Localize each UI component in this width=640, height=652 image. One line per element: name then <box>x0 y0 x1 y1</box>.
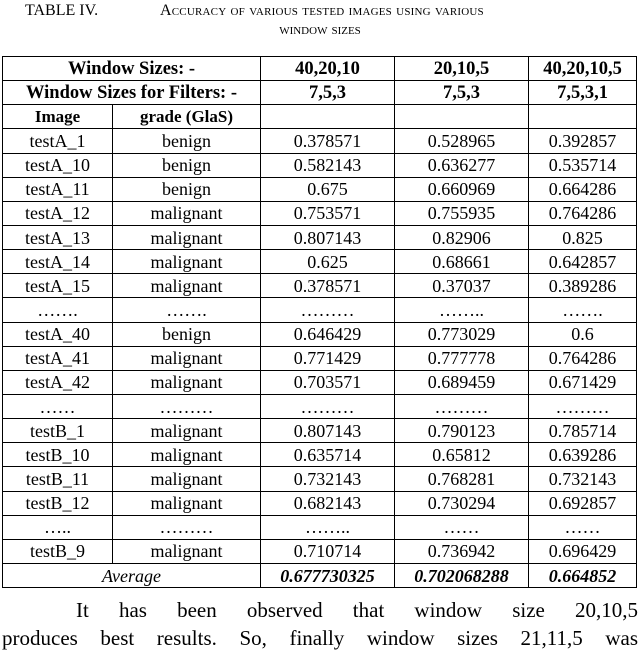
grade-cell: ……… <box>113 394 261 418</box>
col-grade-header: grade (GlaS) <box>113 105 261 129</box>
average-row <box>3 563 637 587</box>
accuracy-cell-2: 0.689459 <box>395 370 529 394</box>
accuracy-cell-1: 0.625 <box>261 250 395 274</box>
window-size-2: 20,10,5 <box>395 57 529 81</box>
accuracy-cell-3: ……. <box>529 298 637 322</box>
grade-cell: malignant <box>113 443 261 467</box>
accuracy-cell-1: 0.807143 <box>261 225 395 249</box>
accuracy-cell-2: 0.68661 <box>395 250 529 274</box>
accuracy-cell-3: 0.389286 <box>529 274 637 298</box>
grade-cell: malignant <box>113 274 261 298</box>
accuracy-cell-3: 0.392857 <box>529 129 637 153</box>
accuracy-cell-2: 0.736942 <box>395 539 529 563</box>
table-row <box>3 515 637 539</box>
image-cell: testA_11 <box>3 177 113 201</box>
image-cell: testB_9 <box>3 539 113 563</box>
grade-cell: malignant <box>113 225 261 249</box>
filter-sizes-label: Window Sizes for Filters: - <box>3 81 261 105</box>
column-header-row <box>3 105 637 129</box>
accuracy-cell-1: …….. <box>261 515 395 539</box>
window-sizes-label: Window Sizes: - <box>3 57 261 81</box>
accuracy-cell-1: 0.378571 <box>261 129 395 153</box>
table-title-line2: window sizes <box>279 21 361 38</box>
accuracy-cell-2: ……… <box>395 394 529 418</box>
table-row <box>3 370 637 394</box>
image-cell: testB_11 <box>3 467 113 491</box>
accuracy-cell-2: 0.730294 <box>395 491 529 515</box>
accuracy-cell-3: 0.6 <box>529 322 637 346</box>
filter-sizes-row <box>3 81 637 105</box>
table-label: TABLE IV. <box>25 2 99 19</box>
accuracy-cell-2: …… <box>395 515 529 539</box>
image-cell: testA_14 <box>3 250 113 274</box>
window-sizes-row <box>3 57 637 81</box>
accuracy-cell-2: …….. <box>395 298 529 322</box>
accuracy-cell-2: 0.773029 <box>395 322 529 346</box>
table-row <box>3 322 637 346</box>
image-cell: testA_15 <box>3 274 113 298</box>
grade-cell: malignant <box>113 419 261 443</box>
table-row <box>3 539 637 563</box>
image-cell: testB_12 <box>3 491 113 515</box>
image-cell: testB_10 <box>3 443 113 467</box>
table-row <box>3 274 637 298</box>
table-row <box>3 419 637 443</box>
accuracy-cell-2: 0.660969 <box>395 177 529 201</box>
grade-cell: malignant <box>113 346 261 370</box>
image-cell: testA_10 <box>3 153 113 177</box>
table-row <box>3 129 637 153</box>
table-title: Accuracy of various tested images using various <box>160 2 484 19</box>
image-cell: testA_1 <box>3 129 113 153</box>
accuracy-cell-3: 0.671429 <box>529 370 637 394</box>
accuracy-cell-3: 0.785714 <box>529 419 637 443</box>
table-row <box>3 298 637 322</box>
filter-size-2: 7,5,3 <box>395 81 529 105</box>
accuracy-cell-1: ……… <box>261 394 395 418</box>
filter-size-1: 7,5,3 <box>261 81 395 105</box>
grade-cell: benign <box>113 129 261 153</box>
average-value-2: 0.702068288 <box>395 563 529 587</box>
image-cell: testA_12 <box>3 201 113 225</box>
table-row <box>3 394 637 418</box>
accuracy-cell-3: 0.764286 <box>529 201 637 225</box>
image-cell: testA_13 <box>3 225 113 249</box>
accuracy-cell-3: 0.664286 <box>529 177 637 201</box>
table-row <box>3 201 637 225</box>
accuracy-cell-1: 0.703571 <box>261 370 395 394</box>
accuracy-cell-1: 0.807143 <box>261 419 395 443</box>
accuracy-cell-2: 0.528965 <box>395 129 529 153</box>
image-cell: ……. <box>3 298 113 322</box>
accuracy-cell-3: 0.692857 <box>529 491 637 515</box>
accuracy-cell-2: 0.755935 <box>395 201 529 225</box>
accuracy-cell-3: …… <box>529 515 637 539</box>
grade-cell: malignant <box>113 491 261 515</box>
average-value-3: 0.664852 <box>529 563 637 587</box>
accuracy-cell-3: 0.732143 <box>529 467 637 491</box>
grade-cell: malignant <box>113 250 261 274</box>
accuracy-cell-3: 0.535714 <box>529 153 637 177</box>
body-paragraph-line1 <box>0 597 640 624</box>
accuracy-cell-1: ……… <box>261 298 395 322</box>
accuracy-cell-1: 0.710714 <box>261 539 395 563</box>
grade-cell: malignant <box>113 370 261 394</box>
accuracy-cell-1: 0.753571 <box>261 201 395 225</box>
image-cell: testB_1 <box>3 419 113 443</box>
table-row <box>3 467 637 491</box>
image-cell: ….. <box>3 515 113 539</box>
accuracy-cell-3: 0.696429 <box>529 539 637 563</box>
accuracy-cell-1: 0.378571 <box>261 274 395 298</box>
paragraph-line1-text: It has been observed that window size 20,10,5 <box>76 598 638 622</box>
table-row <box>3 491 637 515</box>
image-cell: testA_42 <box>3 370 113 394</box>
window-size-3: 40,20,10,5 <box>529 57 637 81</box>
grade-cell: malignant <box>113 539 261 563</box>
accuracy-cell-3: 0.642857 <box>529 250 637 274</box>
average-value-1: 0.677730325 <box>261 563 395 587</box>
grade-cell: ……… <box>113 515 261 539</box>
grade-cell: benign <box>113 177 261 201</box>
grade-cell: ……. <box>113 298 261 322</box>
accuracy-cell-1: 0.682143 <box>261 491 395 515</box>
table-row <box>3 443 637 467</box>
col-image-header: Image <box>3 105 113 129</box>
table-row <box>3 177 637 201</box>
accuracy-cell-2: 0.768281 <box>395 467 529 491</box>
accuracy-cell-2: 0.82906 <box>395 225 529 249</box>
accuracy-cell-1: 0.732143 <box>261 467 395 491</box>
image-cell: testA_41 <box>3 346 113 370</box>
empty-header-cell <box>395 105 529 129</box>
grade-cell: benign <box>113 322 261 346</box>
accuracy-cell-1: 0.771429 <box>261 346 395 370</box>
empty-header-cell <box>529 105 637 129</box>
accuracy-table <box>2 56 637 588</box>
accuracy-cell-1: 0.635714 <box>261 443 395 467</box>
body-paragraph-line2: produces best results. So, finally window sizes 21,11,5 was <box>2 626 638 650</box>
accuracy-cell-3: 0.764286 <box>529 346 637 370</box>
grade-cell: malignant <box>113 467 261 491</box>
table-row <box>3 346 637 370</box>
accuracy-cell-1: 0.675 <box>261 177 395 201</box>
window-size-1: 40,20,10 <box>261 57 395 81</box>
average-label: Average <box>3 563 261 587</box>
table-row <box>3 250 637 274</box>
accuracy-cell-2: 0.65812 <box>395 443 529 467</box>
grade-cell: benign <box>113 153 261 177</box>
filter-size-3: 7,5,3,1 <box>529 81 637 105</box>
image-cell: testA_40 <box>3 322 113 346</box>
accuracy-cell-2: 0.636277 <box>395 153 529 177</box>
table-row <box>3 153 637 177</box>
accuracy-cell-2: 0.777778 <box>395 346 529 370</box>
grade-cell: malignant <box>113 201 261 225</box>
accuracy-cell-2: 0.790123 <box>395 419 529 443</box>
accuracy-cell-2: 0.37037 <box>395 274 529 298</box>
empty-header-cell <box>261 105 395 129</box>
table-row <box>3 225 637 249</box>
accuracy-cell-3: ……… <box>529 394 637 418</box>
accuracy-cell-3: 0.639286 <box>529 443 637 467</box>
image-cell: …… <box>3 394 113 418</box>
accuracy-cell-1: 0.582143 <box>261 153 395 177</box>
accuracy-cell-3: 0.825 <box>529 225 637 249</box>
accuracy-cell-1: 0.646429 <box>261 322 395 346</box>
